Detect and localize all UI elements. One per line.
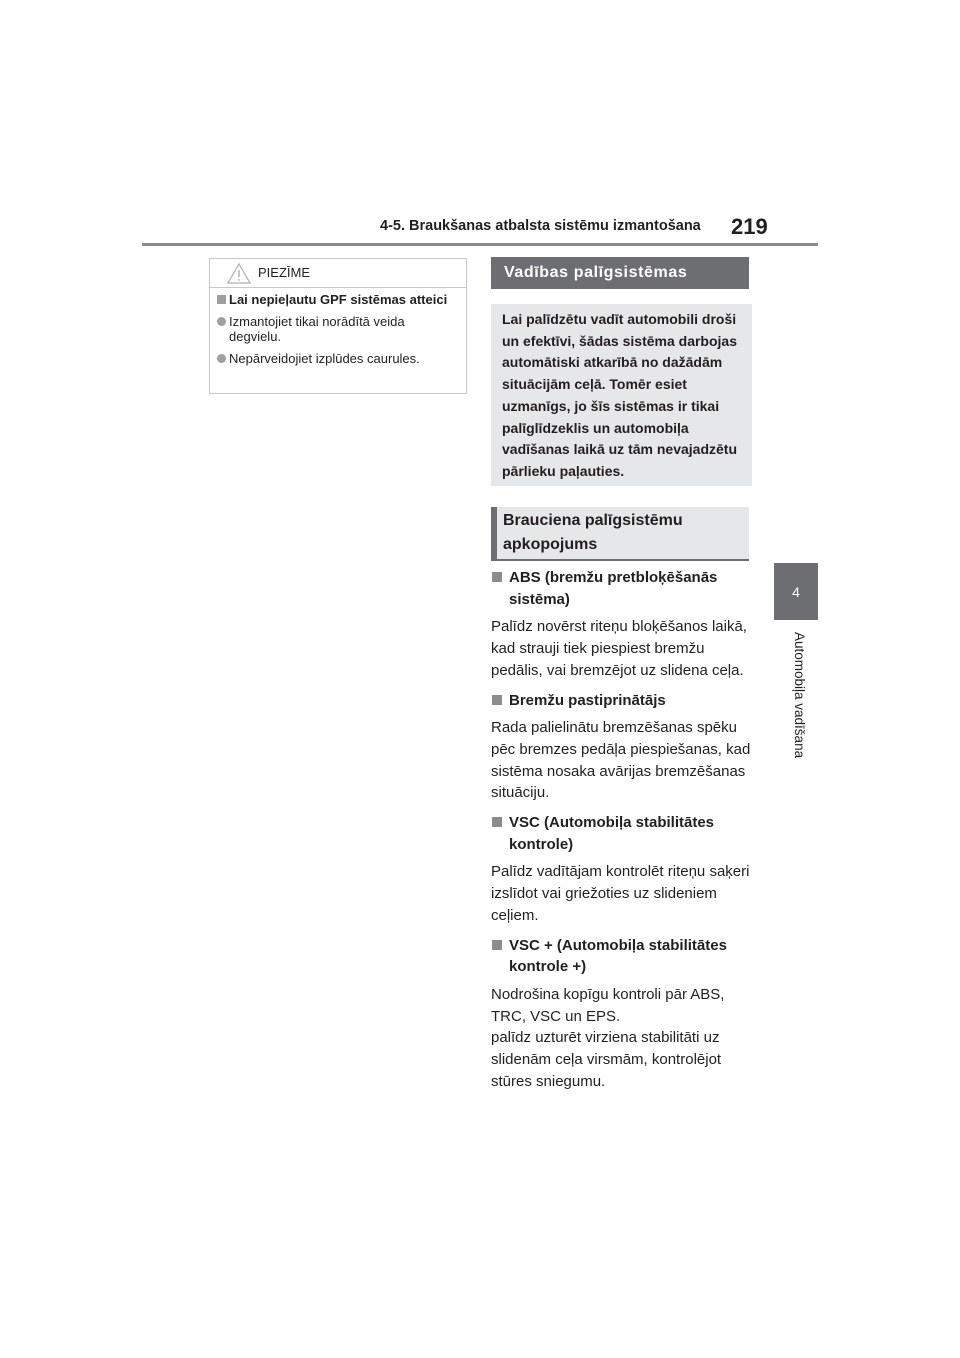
feature-description: Nodrošina kopīgu kontroli pār ABS, TRC, VSC un EPS. palīdz uzturēt virziena stabilitāti uz slidenām ceļa virsmām, kontrolējot stūres sniegumu. [491, 985, 725, 1090]
notice-item: Izmantojiet tikai norādītā veida degvielu. [216, 314, 460, 344]
feature-description: Palīdz vadītājam kontrolēt riteņu saķeri izslīdot vai griežoties uz slideniem ceļiem. [491, 863, 750, 924]
square-bullet-icon [492, 940, 502, 950]
subsection-title: Brauciena palīgsistēmu apkopojums [491, 507, 749, 561]
feature-title: VSC + (Automobiļa stabilitātes kontrole +) [491, 935, 753, 978]
feature-title: VSC (Automobiļa stabilitātes kontrole) [491, 812, 753, 855]
warning-triangle-icon [227, 263, 251, 284]
notice-subheading: Lai nepieļautu GPF sistēmas atteici [216, 292, 460, 307]
round-bullet-icon [217, 354, 226, 363]
square-bullet-icon [492, 817, 502, 827]
chapter-tab [774, 563, 818, 620]
notice-label: PIEZĪME [258, 265, 311, 280]
section-intro: Lai palīdzētu vadīt automobili droši un efektīvi, šādas sistēma darbojas automātiski atkarībā no dažādām situācijām ceļā. Tomēr esiet uzmanīgs, jo šīs sistēmas ir tikai palīglīdzeklis un automobiļa vadīšanas laikā uz tām nevajadzētu pārlieku paļauties. [491, 304, 752, 486]
square-bullet-icon [492, 572, 502, 582]
page-number: 219 [731, 214, 768, 239]
section-title: Vadības palīgsistēmas [491, 257, 749, 289]
round-bullet-icon [217, 317, 226, 326]
square-bullet-icon [492, 695, 502, 705]
feature-title: ABS (bremžu pretbloķēšanās sistēma) [491, 567, 753, 610]
chapter-title: Automobiļa vadīšana [792, 632, 807, 759]
header-divider [142, 243, 818, 246]
notice-box [209, 258, 467, 394]
running-header-title: 4-5. Braukšanas atbalsta sistēmu izmantošana [380, 218, 701, 234]
chapter-number: 4 [792, 583, 800, 600]
notice-body [210, 288, 466, 366]
feature-description: Rada palielinātu bremzēšanas spēku pēc bremzes pedāļa piespiešanas, kad sistēma nosaka avārijas bremzēšanas situāciju. [491, 719, 751, 802]
feature-list [491, 567, 753, 1092]
notice-item: Nepārveidojiet izplūdes caurules. [216, 351, 460, 366]
notice-header [210, 259, 466, 288]
square-bullet-icon [217, 295, 226, 304]
feature-description: Palīdz novērst riteņu bloķēšanos laikā, kad strauji tiek piespiest bremžu pedālis, vai bremzējot uz slidena ceļa. [491, 618, 747, 679]
feature-title: Bremžu pastiprinātājs [491, 690, 753, 712]
